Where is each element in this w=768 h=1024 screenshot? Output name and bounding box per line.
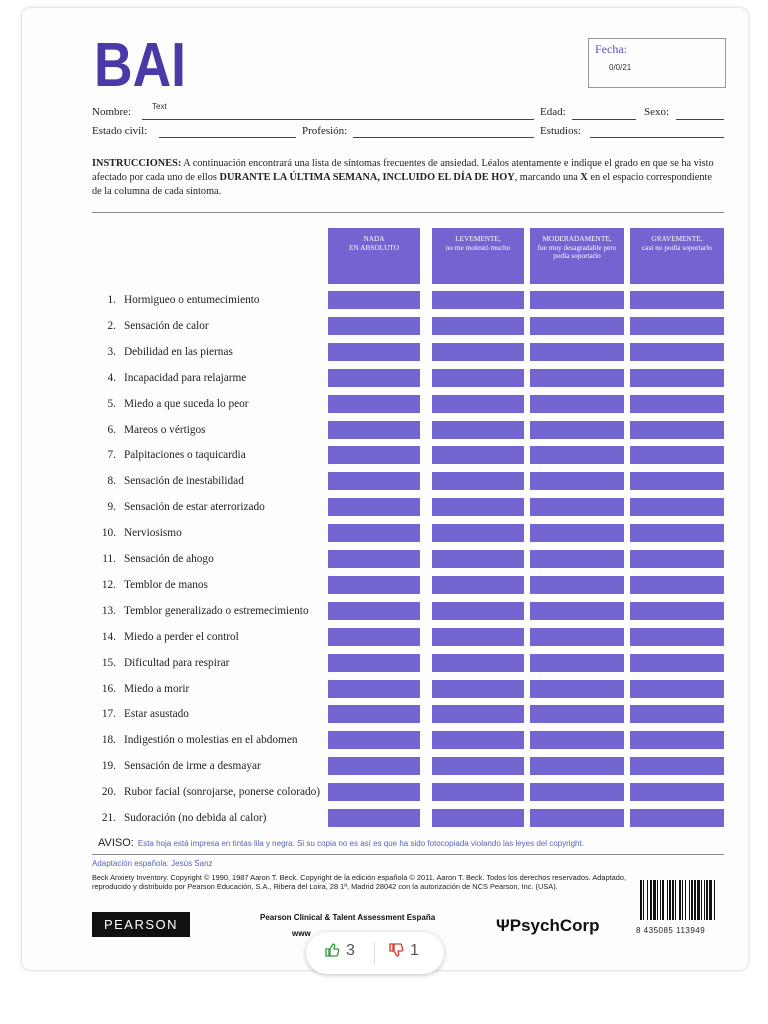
column-subtitle: casi no podía soportarlo xyxy=(642,242,712,252)
answer-cell[interactable] xyxy=(630,731,724,749)
barcode-bar xyxy=(650,880,652,920)
answer-cell[interactable] xyxy=(530,654,624,672)
copyright-text: Beck Anxiety Inventory. Copyright © 1990, 1987 Aaron T. Beck. Copyright de la edición española © 2011. Aaron T. Beck. Todos los derechos reservados. Adaptado, reproducido y distribuido por Pearson Educación, S.A., Ribera del Loira, 28 1ª, Madrid 28042 con la autorización de NCS Pearson, Inc. (USA). xyxy=(92,873,627,892)
symptom-label xyxy=(92,657,229,669)
aviso-label: AVISO: xyxy=(98,837,134,849)
symptom-label xyxy=(92,527,182,539)
symptom-label xyxy=(92,501,265,513)
symptom-text: Palpitaciones o taquicardia xyxy=(124,449,246,462)
answer-cell[interactable] xyxy=(328,472,420,490)
instructions-lead: INSTRUCCIONES: xyxy=(92,158,182,169)
answer-cell[interactable] xyxy=(432,317,524,335)
adaptation-credit: Adaptación española: Jesús Sanz xyxy=(92,859,213,868)
answer-cell[interactable] xyxy=(432,705,524,723)
upvote-count: 3 xyxy=(346,942,355,959)
answer-cell[interactable] xyxy=(530,421,624,439)
barcode-bar xyxy=(714,880,715,920)
thumbs-down-icon xyxy=(388,942,404,958)
barcode-bar xyxy=(640,880,642,920)
barcode-bar xyxy=(704,880,705,920)
barcode-bar xyxy=(685,880,686,920)
column-subtitle: no me molestó mucho xyxy=(445,242,511,252)
column-subtitle: EN ABSOLUTO xyxy=(349,242,399,252)
answer-cell[interactable] xyxy=(328,369,420,387)
answer-cell[interactable] xyxy=(328,731,420,749)
column-header-nada xyxy=(328,228,420,284)
fecha-value[interactable]: 0/0/21 xyxy=(609,63,632,72)
psychcorp-text: PsychCorp xyxy=(509,916,600,935)
column-header-gravemente xyxy=(630,228,724,284)
answer-cell[interactable] xyxy=(530,291,624,309)
column-subtitle: fue muy desagradable pero podía soportarlo xyxy=(537,242,617,260)
fecha-label: Fecha: xyxy=(595,42,627,56)
upvote-button[interactable] xyxy=(324,942,355,960)
answer-cell[interactable] xyxy=(432,369,524,387)
symptom-text: Hormigueo o entumecimiento xyxy=(124,294,260,306)
symptom-label xyxy=(92,786,320,798)
barcode-bar xyxy=(662,880,664,920)
answer-cell[interactable] xyxy=(432,291,524,309)
symptom-label xyxy=(92,553,214,565)
symptom-text: Debilidad en las piernas xyxy=(124,345,233,358)
estado-civil-field[interactable] xyxy=(159,137,296,138)
answer-cell[interactable] xyxy=(630,576,724,594)
vote-widget xyxy=(306,932,444,974)
answer-cell[interactable] xyxy=(630,524,724,542)
aviso xyxy=(98,837,584,849)
answer-cell[interactable] xyxy=(328,550,420,568)
website-text: www xyxy=(292,929,311,938)
symptom-text: Temblor de manos xyxy=(124,578,208,591)
answer-cell[interactable] xyxy=(530,602,624,620)
instructions-emphasis: DURANTE LA ÚLTIMA SEMANA, INCLUIDO EL DÍA DE HOY xyxy=(219,172,515,183)
barcode-bar xyxy=(669,880,671,920)
barcode-bar xyxy=(691,880,693,920)
answer-cell[interactable] xyxy=(530,731,624,749)
answer-cell[interactable] xyxy=(630,317,724,335)
answer-cell[interactable] xyxy=(530,628,624,646)
symptom-label xyxy=(92,398,249,410)
symptom-number: 15. xyxy=(101,656,116,669)
nombre-value[interactable]: Text xyxy=(152,102,167,111)
barcode-bar xyxy=(647,880,648,920)
symptom-number: 18. xyxy=(101,734,116,747)
answer-cell[interactable] xyxy=(630,395,724,413)
instructions-x: X xyxy=(580,172,588,183)
answer-cell[interactable] xyxy=(630,550,724,568)
pearson-logo: PEARSON xyxy=(92,912,190,937)
answer-cell[interactable] xyxy=(530,705,624,723)
barcode-bar xyxy=(706,880,708,920)
aviso-text: Esta hoja está impresa en tintas lila y negra. Si su copia no es así es que ha sido fotocopiada violando las leyes del copyright. xyxy=(137,839,584,848)
symptom-text: Miedo a perder el control xyxy=(124,630,239,643)
symptom-number: 4. xyxy=(107,371,116,384)
symptom-label xyxy=(92,346,233,358)
answer-cell[interactable] xyxy=(630,446,724,464)
estudios-label: Estudios: xyxy=(540,125,581,137)
symptom-label xyxy=(92,760,261,772)
barcode-number: 8 435085 113949 xyxy=(636,926,706,935)
answer-cell[interactable] xyxy=(530,446,624,464)
answer-cell[interactable] xyxy=(328,395,420,413)
profesion-label: Profesión: xyxy=(302,125,348,137)
vote-separator xyxy=(374,942,375,964)
symptom-number: 3. xyxy=(107,345,116,358)
answer-cell[interactable] xyxy=(432,654,524,672)
answer-cell[interactable] xyxy=(328,576,420,594)
symptom-label xyxy=(92,734,298,746)
sexo-field[interactable] xyxy=(676,119,724,120)
barcode-bar xyxy=(679,880,681,920)
symptom-text: Sensación de ahogo xyxy=(124,553,214,565)
answer-cell[interactable] xyxy=(530,369,624,387)
answer-cell[interactable] xyxy=(530,343,624,361)
answer-cell[interactable] xyxy=(432,343,524,361)
answer-cell[interactable] xyxy=(530,498,624,516)
answer-cell[interactable] xyxy=(630,498,724,516)
symptom-text: Dificultad para respirar xyxy=(124,656,230,669)
barcode-bar xyxy=(660,880,661,920)
barcode-bar xyxy=(657,880,658,920)
answer-cell[interactable] xyxy=(432,421,524,439)
barcode-bar xyxy=(653,880,656,920)
column-header-moderadamente xyxy=(530,228,624,284)
edad-field[interactable] xyxy=(572,119,636,120)
answer-cell[interactable] xyxy=(630,369,724,387)
answer-cell[interactable] xyxy=(530,783,624,801)
answer-cell[interactable] xyxy=(328,680,420,698)
symptom-label xyxy=(92,631,239,643)
instructions-part1: A continuación encontrará una lista de síntomas frecuentes de ansiedad. Léalos atentamente e indique el grado en que se ha visto afectado por cada uno de ellos xyxy=(92,158,714,183)
bai-logo xyxy=(94,31,186,100)
symptom-number: 12. xyxy=(101,578,116,591)
answer-cell[interactable] xyxy=(328,628,420,646)
symptom-number: 17. xyxy=(101,708,116,721)
column-title: MODERADAMENTE, xyxy=(542,234,612,243)
symptom-text: Miedo a que suceda lo peor xyxy=(124,397,249,410)
answer-cell[interactable] xyxy=(432,602,524,620)
psi-icon: Ψ xyxy=(496,916,510,935)
barcode-bar xyxy=(667,880,668,920)
symptom-text: Indigestión o molestias en el abdomen xyxy=(124,734,298,747)
answer-cell[interactable] xyxy=(630,602,724,620)
pearson-clinical-text: Pearson Clinical & Talent Assessment España xyxy=(260,913,436,922)
answer-cell[interactable] xyxy=(432,395,524,413)
sexo-label: Sexo: xyxy=(644,106,670,118)
answer-cell[interactable] xyxy=(328,809,420,827)
answer-cell[interactable] xyxy=(530,524,624,542)
column-title: LEVEMENTE, xyxy=(455,234,501,243)
symptom-label xyxy=(92,579,208,591)
answer-cell[interactable] xyxy=(630,291,724,309)
symptom-text: Sensación de calor xyxy=(124,319,209,332)
answer-cell[interactable] xyxy=(530,317,624,335)
thumbs-up-icon xyxy=(324,942,340,958)
barcode-bar xyxy=(697,880,700,920)
symptom-label xyxy=(92,320,209,332)
nombre-field[interactable] xyxy=(142,119,534,120)
psychcorp-logo xyxy=(496,916,600,936)
symptom-text: Rubor facial (sonrojarse, ponerse colorado) xyxy=(124,786,321,799)
divider-top xyxy=(92,212,724,213)
answer-cell[interactable] xyxy=(630,343,724,361)
answer-cell[interactable] xyxy=(432,757,524,775)
column-title: NADA xyxy=(363,234,385,243)
answer-cell[interactable] xyxy=(530,472,624,490)
symptom-number: 1. xyxy=(107,294,116,306)
answer-cell[interactable] xyxy=(630,705,724,723)
downvote-count: 1 xyxy=(410,942,419,959)
symptom-label xyxy=(92,449,246,461)
answer-cell[interactable] xyxy=(432,498,524,516)
answer-cell[interactable] xyxy=(432,680,524,698)
answer-cell[interactable] xyxy=(328,446,420,464)
symptom-number: 20. xyxy=(101,786,116,799)
answer-cell[interactable] xyxy=(328,291,420,309)
profesion-field[interactable] xyxy=(353,137,534,138)
answer-cell[interactable] xyxy=(630,809,724,827)
symptom-number: 14. xyxy=(101,630,116,643)
answer-cell[interactable] xyxy=(328,524,420,542)
symptom-number: 16. xyxy=(101,682,116,695)
answer-cell[interactable] xyxy=(328,498,420,516)
answer-cell[interactable] xyxy=(432,809,524,827)
answer-cell[interactable] xyxy=(432,472,524,490)
symptom-number: 19. xyxy=(101,760,116,773)
answer-cell[interactable] xyxy=(328,705,420,723)
symptom-text: Sudoración (no debida al calor) xyxy=(124,812,267,824)
answer-cell[interactable] xyxy=(530,757,624,775)
symptom-number: 21. xyxy=(101,812,116,824)
symptom-text: Incapacidad para relajarme xyxy=(124,371,247,384)
answer-cell[interactable] xyxy=(630,757,724,775)
answer-cell[interactable] xyxy=(432,524,524,542)
symptom-label xyxy=(92,475,244,487)
answer-cell[interactable] xyxy=(328,343,420,361)
symptom-label xyxy=(92,683,189,695)
answer-cell[interactable] xyxy=(328,421,420,439)
answer-cell[interactable] xyxy=(630,628,724,646)
symptom-number: 7. xyxy=(107,449,116,462)
symptom-label xyxy=(92,372,246,384)
answer-cell[interactable] xyxy=(530,395,624,413)
answer-cell[interactable] xyxy=(630,472,724,490)
estado-civil-label: Estado civil: xyxy=(92,125,148,137)
nombre-label: Nombre: xyxy=(92,106,132,118)
column-title: GRAVEMENTE, xyxy=(651,234,703,243)
answer-cell[interactable] xyxy=(328,317,420,335)
answer-cell[interactable] xyxy=(432,576,524,594)
answer-cell[interactable] xyxy=(328,757,420,775)
answer-cell[interactable] xyxy=(328,783,420,801)
answer-cell[interactable] xyxy=(328,602,420,620)
instructions-part2: , marcando una xyxy=(514,172,581,183)
answer-cell[interactable] xyxy=(630,680,724,698)
symptom-number: 8. xyxy=(107,475,116,488)
symptom-text: Miedo a morir xyxy=(124,682,190,695)
answer-cell[interactable] xyxy=(630,783,724,801)
symptom-label xyxy=(92,708,189,720)
answer-cell[interactable] xyxy=(530,550,624,568)
answer-cell[interactable] xyxy=(630,654,724,672)
symptom-text: Temblor generalizado o estremecimiento xyxy=(124,604,309,617)
symptom-number: 11. xyxy=(102,553,116,565)
answer-cell[interactable] xyxy=(432,783,524,801)
answer-cell[interactable] xyxy=(530,680,624,698)
instructions-part3: en el espacio correspondiente de la columna de cada síntoma. xyxy=(92,172,712,197)
barcode-bar xyxy=(643,880,644,920)
barcode-bar xyxy=(672,880,674,920)
answer-cell[interactable] xyxy=(530,576,624,594)
barcode-bar xyxy=(709,880,712,920)
instructions xyxy=(92,157,724,199)
answer-cell[interactable] xyxy=(328,654,420,672)
symptom-number: 5. xyxy=(107,397,116,410)
symptom-text: Estar asustado xyxy=(124,708,189,721)
symptom-number: 10. xyxy=(101,527,116,540)
barcode-bar xyxy=(675,880,676,920)
downvote-button[interactable] xyxy=(388,942,419,960)
symptom-label xyxy=(92,812,266,824)
symptom-number: 6. xyxy=(107,423,116,436)
answer-cell[interactable] xyxy=(432,628,524,646)
form-sheet xyxy=(22,8,748,970)
answer-cell[interactable] xyxy=(432,550,524,568)
symptom-label xyxy=(92,605,309,617)
symptom-label xyxy=(92,424,206,436)
answer-cell[interactable] xyxy=(530,809,624,827)
symptom-text: Sensación de irme a desmayar xyxy=(124,760,261,773)
symptom-label xyxy=(92,294,260,306)
answer-cell[interactable] xyxy=(432,446,524,464)
logo-text: BAI xyxy=(94,31,186,100)
answer-cell[interactable] xyxy=(630,421,724,439)
symptom-number: 2. xyxy=(107,319,116,332)
fecha-box xyxy=(588,38,726,88)
symptom-text: Mareos o vértigos xyxy=(124,423,206,436)
symptom-text: Nerviosismo xyxy=(124,527,182,540)
symptom-text: Sensación de inestabilidad xyxy=(124,475,244,488)
divider-bottom xyxy=(92,854,724,855)
symptom-number: 9. xyxy=(107,501,116,514)
edad-label: Edad: xyxy=(540,106,566,118)
barcode-bar xyxy=(689,880,690,920)
answer-cell[interactable] xyxy=(432,731,524,749)
barcode-bar xyxy=(701,880,702,920)
symptom-text: Sensación de estar aterrorizado xyxy=(124,501,265,514)
estudios-field[interactable] xyxy=(590,137,724,138)
barcode-bar xyxy=(682,880,683,920)
column-header-levemente xyxy=(432,228,524,284)
barcode-bar xyxy=(694,880,696,920)
symptom-number: 13. xyxy=(101,604,116,617)
